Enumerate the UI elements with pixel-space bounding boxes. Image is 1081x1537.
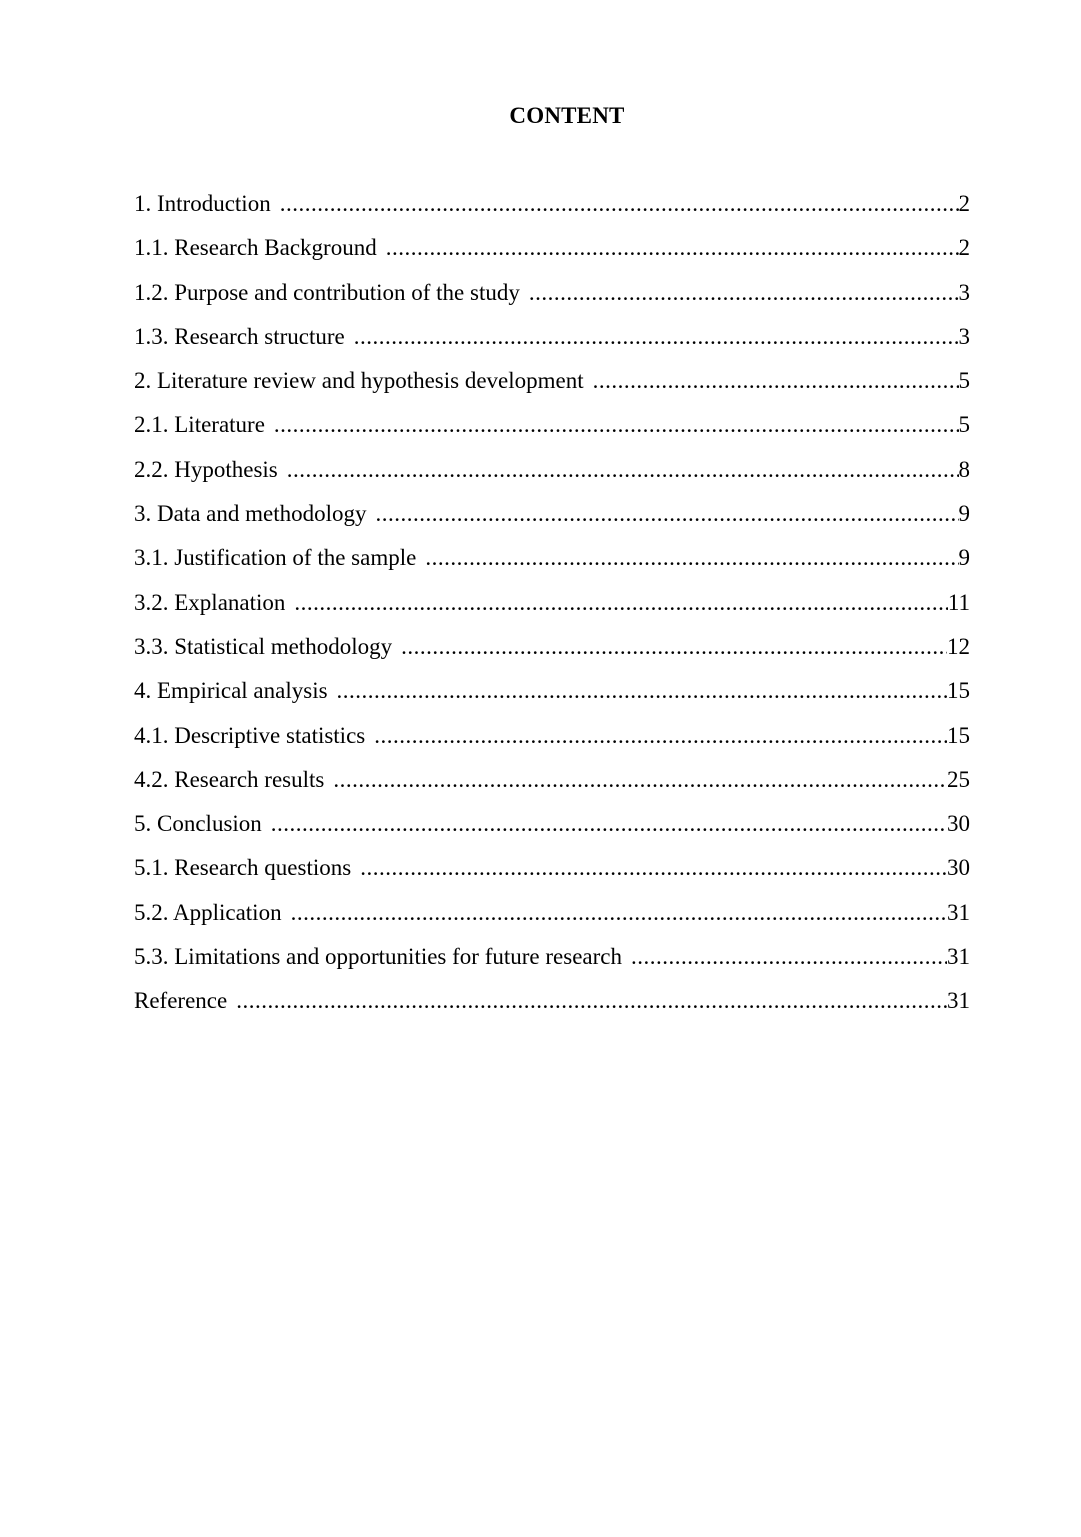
toc-entry[interactable]	[134, 410, 970, 454]
toc-entry-label: 1.1. Research Background	[134, 235, 377, 261]
toc-entry[interactable]	[134, 543, 970, 587]
toc-entry-label: 3.3. Statistical methodology	[134, 633, 393, 659]
toc-entry-label: 1.3. Research structure	[134, 323, 345, 349]
toc-entry[interactable]	[134, 765, 970, 809]
toc-entry-page: 12	[947, 633, 970, 659]
toc-dot-leader	[271, 809, 947, 839]
toc-dot-leader	[287, 455, 959, 485]
toc-entry[interactable]	[134, 898, 970, 942]
toc-entry-page: 30	[947, 811, 970, 837]
toc-entry[interactable]	[134, 499, 970, 543]
toc-dot-leader	[291, 898, 947, 928]
toc-entry[interactable]	[134, 455, 970, 499]
toc-entry[interactable]	[134, 189, 970, 233]
toc-entry[interactable]	[134, 853, 970, 897]
toc-entry-label: 5.1. Research questions	[134, 855, 352, 881]
toc-entry-page: 9	[958, 501, 970, 527]
toc-entry-page: 31	[947, 988, 970, 1014]
toc-entry[interactable]	[134, 632, 970, 676]
toc-dot-leader	[376, 499, 959, 529]
toc-entry-label: 5.3. Limitations and opportunities for future research	[134, 944, 622, 970]
toc-entry-page: 30	[947, 855, 970, 881]
toc-entry-label: 2.1. Literature	[134, 412, 265, 438]
toc-entry-label: 1. Introduction	[134, 191, 271, 216]
toc-entry-page: 2	[958, 235, 970, 261]
toc-entry[interactable]	[134, 322, 970, 366]
toc-entry[interactable]	[134, 986, 970, 1030]
toc-entry-page: 31	[947, 944, 970, 970]
toc-entry-page: 15	[947, 678, 970, 704]
toc-entry[interactable]	[134, 233, 970, 277]
page-title: CONTENT	[509, 103, 625, 128]
toc-entry-label: 5. Conclusion	[134, 811, 262, 837]
toc-entry-label: 5.2. Application	[134, 899, 282, 925]
toc-dot-leader	[294, 588, 947, 618]
toc-dot-leader	[333, 765, 947, 795]
toc-entry-label: 4.1. Descriptive statistics	[134, 722, 366, 748]
toc-dot-leader	[236, 986, 947, 1016]
toc-entry[interactable]	[134, 676, 970, 720]
toc-entry-page: 2	[958, 191, 970, 216]
toc-entry-page: 11	[947, 589, 970, 615]
toc-dot-leader	[374, 721, 947, 751]
toc-entry-label: 4.2. Research results	[134, 766, 325, 792]
toc-entry[interactable]	[134, 942, 970, 986]
toc-dot-leader	[631, 942, 947, 972]
toc-dot-leader	[529, 278, 959, 308]
toc-entry-page: 15	[947, 722, 970, 748]
toc-entry[interactable]	[134, 809, 970, 853]
toc-entry-page: 25	[947, 766, 970, 792]
toc-entry[interactable]	[134, 278, 970, 322]
toc-entry-label: 3.1. Justification of the sample	[134, 545, 417, 571]
toc-entry-label: 3. Data and methodology	[134, 501, 367, 527]
table-of-contents	[134, 189, 970, 1031]
toc-entry-label: 3.2. Explanation	[134, 589, 286, 615]
toc-entry-page: 3	[958, 279, 970, 305]
toc-dot-leader	[593, 366, 959, 396]
toc-dot-leader	[360, 853, 947, 883]
toc-entry-page: 5	[958, 412, 970, 438]
toc-entry[interactable]	[134, 588, 970, 632]
toc-entry-label: 2.2. Hypothesis	[134, 456, 278, 482]
toc-entry-page: 9	[958, 545, 970, 571]
toc-dot-leader	[337, 676, 947, 706]
toc-dot-leader	[280, 189, 959, 219]
toc-entry-label: 2. Literature review and hypothesis development	[134, 368, 584, 394]
toc-dot-leader	[425, 543, 958, 573]
toc-entry[interactable]	[134, 366, 970, 410]
toc-entry-label: 1.2. Purpose and contribution of the study	[134, 279, 520, 305]
toc-entry-page: 31	[947, 899, 970, 925]
toc-entry-label: Reference	[134, 988, 228, 1014]
toc-entry[interactable]	[134, 721, 970, 765]
toc-entry-page: 5	[958, 368, 970, 394]
toc-entry-label: 4. Empirical analysis	[134, 678, 328, 704]
toc-entry-page: 8	[958, 456, 970, 482]
toc-dot-leader	[386, 233, 959, 263]
toc-dot-leader	[354, 322, 959, 352]
toc-dot-leader	[274, 410, 959, 440]
toc-dot-leader	[401, 632, 947, 662]
toc-entry-page: 3	[958, 323, 970, 349]
